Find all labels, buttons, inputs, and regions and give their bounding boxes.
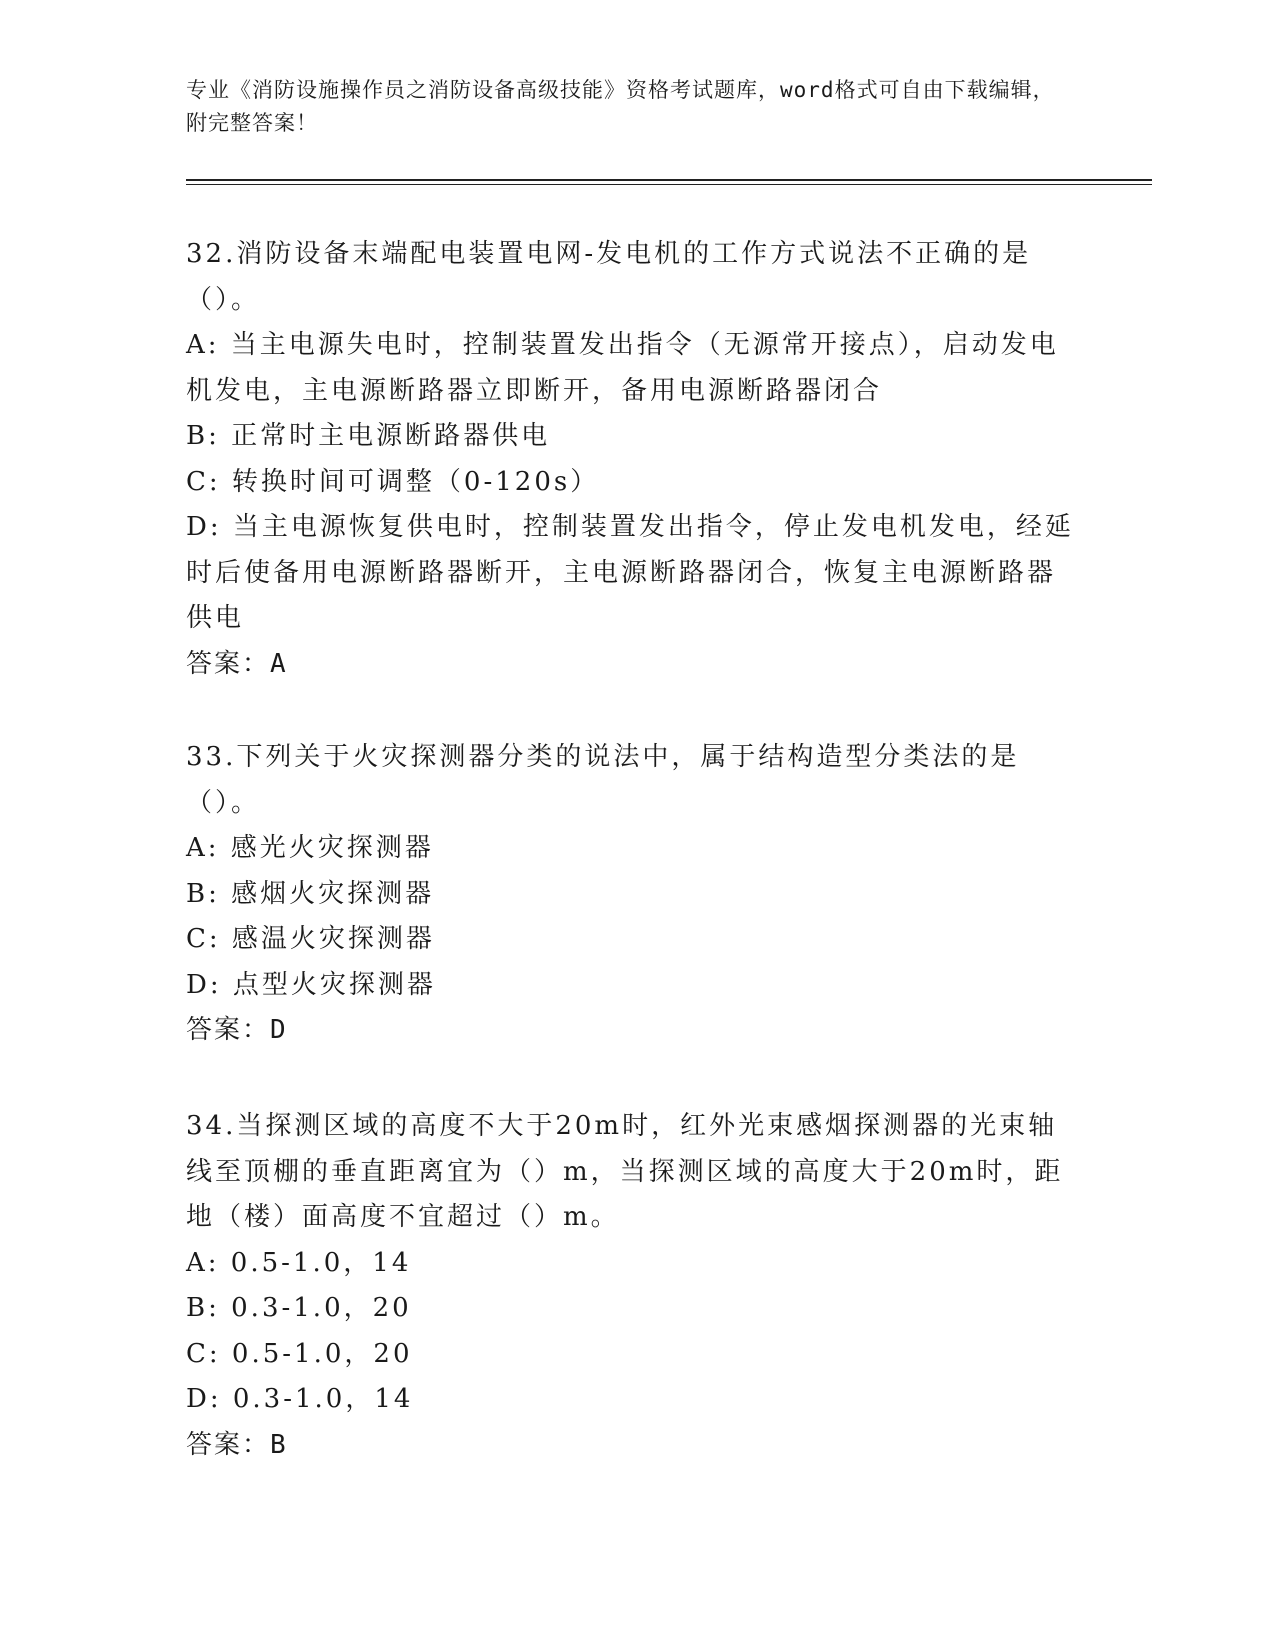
question-32	[186, 232, 1076, 687]
option-c: C: 感温火灾探测器	[186, 924, 435, 954]
answer-label: 答案：A	[186, 648, 288, 679]
option-b: B: 正常时主电源断路器供电	[186, 421, 551, 451]
option-d: D: 0.3-1.0，14	[186, 1384, 414, 1414]
option-c: C: 0.5-1.0，20	[186, 1338, 413, 1369]
answer-label: 答案：B	[186, 1429, 288, 1460]
question-stem: 34.当探测区域的高度不大于20m时，红外光束感烟探测器的光束轴线至顶棚的垂直距离宜为（）m，当探测区域的高度大于20m时，距地（楼）面高度不宜超过（）m。	[186, 1111, 1064, 1232]
option-a: A: 感光火灾探测器	[186, 833, 434, 863]
option-b: B: 0.3-1.0，20	[186, 1293, 412, 1323]
option-b: B: 感烟火灾探测器	[186, 878, 435, 909]
question-stem: 32.消防设备末端配电装置电网-发电机的工作方式说法不正确的是（）。	[186, 239, 1032, 315]
question-stem: 33.下列关于火灾探测器分类的说法中，属于结构造型分类法的是（）。	[186, 742, 1020, 818]
header-divider-top	[186, 179, 1152, 181]
option-d: D: 点型火灾探测器	[186, 969, 436, 1000]
option-c: C: 转换时间可调整（0-120s）	[186, 466, 600, 497]
question-33	[186, 735, 1076, 1054]
document-header: 专业《消防设施操作员之消防设备高级技能》资格考试题库，word格式可自由下载编辑，附完整答案！	[186, 78, 1055, 135]
option-a: A: 0.5-1.0，14	[186, 1247, 412, 1278]
question-34	[186, 1104, 1076, 1468]
header-divider-bottom	[186, 184, 1152, 185]
answer-label: 答案：D	[186, 1015, 288, 1045]
option-a: A: 当主电源失电时，控制装置发出指令（无源常开接点），启动发电机发电，主电源断路器立即断开，备用电源断路器闭合	[186, 330, 1059, 406]
option-d: D: 当主电源恢复供电时，控制装置发出指令，停止发电机发电，经延时后使备用电源断路器断开，主电源断路器闭合，恢复主电源断路器供电	[186, 512, 1074, 633]
